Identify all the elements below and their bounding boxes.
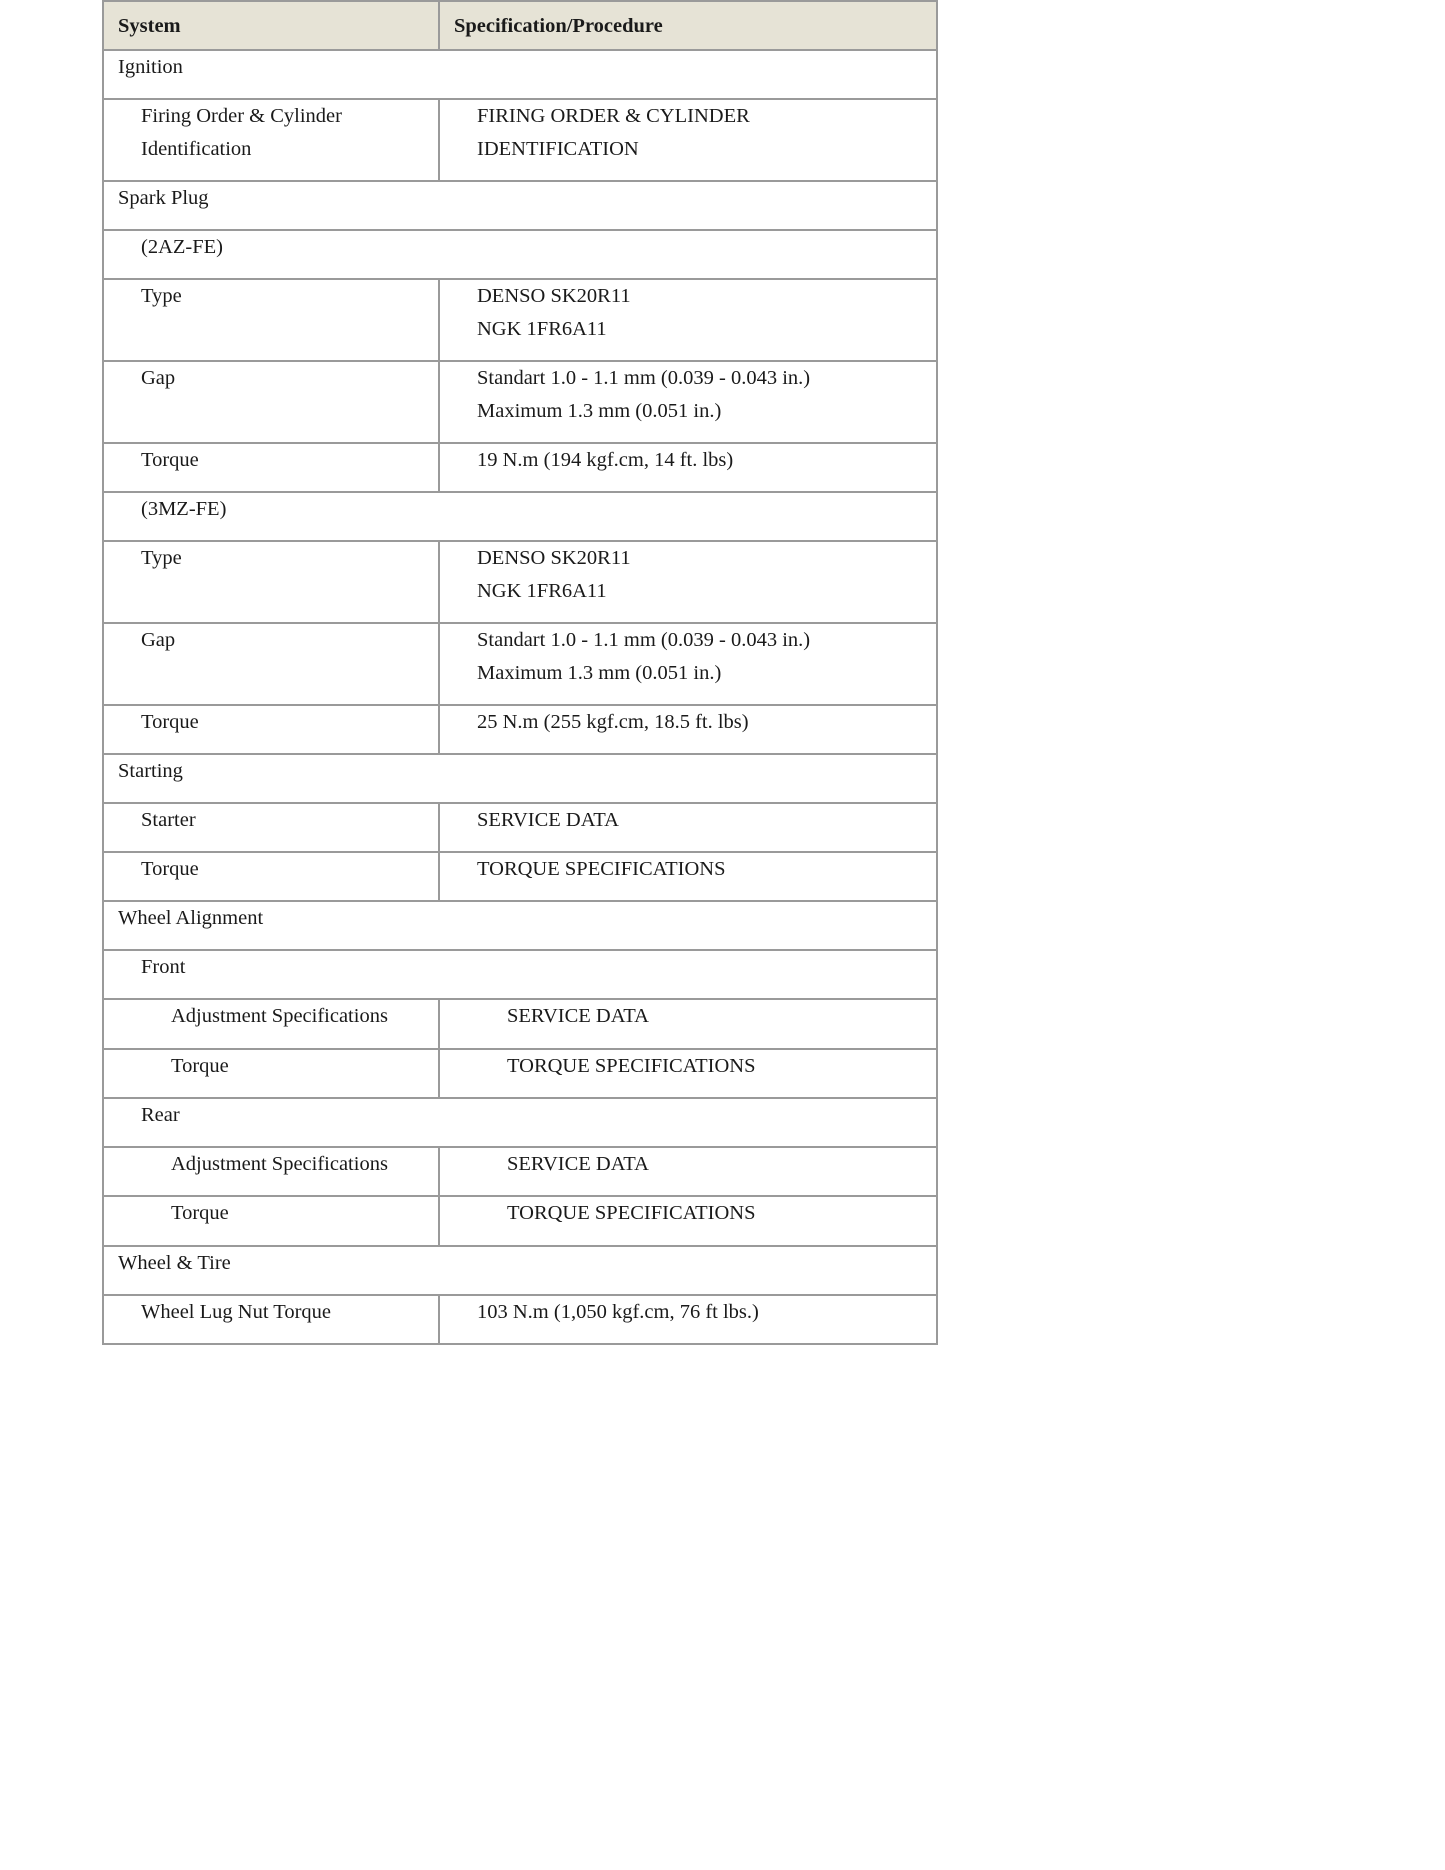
row-value-line: FIRING ORDER & CYLINDER — [477, 105, 750, 127]
row-label: Torque — [103, 852, 439, 901]
section-label: Wheel Alignment — [103, 901, 937, 950]
row-value-line: NGK 1FR6A11 — [477, 580, 607, 602]
subsection-row-3mz-fe — [103, 492, 937, 541]
row-label: Torque — [103, 443, 439, 492]
table-row-3mz-torque — [103, 705, 937, 754]
row-value — [439, 623, 937, 705]
subsection-row-front — [103, 950, 937, 999]
subsection-label: Rear — [103, 1098, 937, 1147]
table-row-rear-adjustment — [103, 1147, 937, 1196]
section-row-starting — [103, 754, 937, 803]
row-value — [439, 279, 937, 361]
row-label: Torque — [103, 705, 439, 754]
section-label: Starting — [103, 754, 937, 803]
column-header-specification: Specification/Procedure — [439, 1, 937, 50]
row-value: SERVICE DATA — [439, 803, 937, 852]
row-value-line: DENSO SK20R11 — [477, 285, 631, 307]
row-value: 25 N.m (255 kgf.cm, 18.5 ft. lbs) — [439, 705, 937, 754]
table-row-front-torque — [103, 1049, 937, 1098]
row-label: Torque — [103, 1049, 439, 1098]
subsection-row-rear — [103, 1098, 937, 1147]
table-row-firing-order — [103, 99, 937, 181]
section-label: Spark Plug — [103, 181, 937, 230]
table-row-wheel-lug-nut — [103, 1295, 937, 1344]
section-row-ignition — [103, 50, 937, 99]
row-value: SERVICE DATA — [439, 999, 937, 1049]
row-value-line: Standart 1.0 - 1.1 mm (0.039 - 0.043 in.) — [477, 629, 811, 651]
row-label-line: Firing Order & Cylinder — [141, 105, 342, 127]
row-label: Torque — [103, 1196, 439, 1246]
row-value: TORQUE SPECIFICATIONS — [439, 1196, 937, 1246]
row-value-line: Standart 1.0 - 1.1 mm (0.039 - 0.043 in.) — [477, 367, 811, 389]
table-row-2az-type — [103, 279, 937, 361]
row-value: 19 N.m (194 kgf.cm, 14 ft. lbs) — [439, 443, 937, 492]
row-value — [439, 99, 937, 181]
row-label: Adjustment Specifications — [103, 1147, 439, 1196]
section-label: Ignition — [103, 50, 937, 99]
row-label: Gap — [103, 623, 439, 705]
table-row-rear-torque — [103, 1196, 937, 1246]
row-label: Type — [103, 279, 439, 361]
row-value: SERVICE DATA — [439, 1147, 937, 1196]
row-label: Adjustment Specifications — [103, 999, 439, 1049]
row-label: Type — [103, 541, 439, 623]
table-row-3mz-type — [103, 541, 937, 623]
table-row-2az-gap — [103, 361, 937, 443]
row-value — [439, 541, 937, 623]
table-row-3mz-gap — [103, 623, 937, 705]
row-label-line: Identification — [141, 138, 252, 160]
table-row-starter — [103, 803, 937, 852]
section-row-wheel-tire — [103, 1246, 937, 1295]
specification-table — [102, 0, 938, 1345]
row-value-line: IDENTIFICATION — [477, 138, 639, 160]
row-value: 103 N.m (1,050 kgf.cm, 76 ft lbs.) — [439, 1295, 937, 1344]
section-label: Wheel & Tire — [103, 1246, 937, 1295]
subsection-label: Front — [103, 950, 937, 999]
row-value-line: Maximum 1.3 mm (0.051 in.) — [477, 662, 722, 684]
row-value: TORQUE SPECIFICATIONS — [439, 852, 937, 901]
subsection-label: (3MZ-FE) — [103, 492, 937, 541]
row-label: Starter — [103, 803, 439, 852]
row-label — [103, 99, 439, 181]
table-row-starting-torque — [103, 852, 937, 901]
section-row-wheel-alignment — [103, 901, 937, 950]
section-row-spark-plug — [103, 181, 937, 230]
subsection-row-2az-fe — [103, 230, 937, 279]
row-value-line: NGK 1FR6A11 — [477, 318, 607, 340]
subsection-label: (2AZ-FE) — [103, 230, 937, 279]
table-row-2az-torque — [103, 443, 937, 492]
row-value-line: DENSO SK20R11 — [477, 547, 631, 569]
row-value: TORQUE SPECIFICATIONS — [439, 1049, 937, 1098]
row-label: Wheel Lug Nut Torque — [103, 1295, 439, 1344]
column-header-system: System — [103, 1, 439, 50]
row-label: Gap — [103, 361, 439, 443]
table-header-row — [103, 1, 937, 50]
row-value-line: Maximum 1.3 mm (0.051 in.) — [477, 400, 722, 422]
table-row-front-adjustment — [103, 999, 937, 1049]
row-value — [439, 361, 937, 443]
